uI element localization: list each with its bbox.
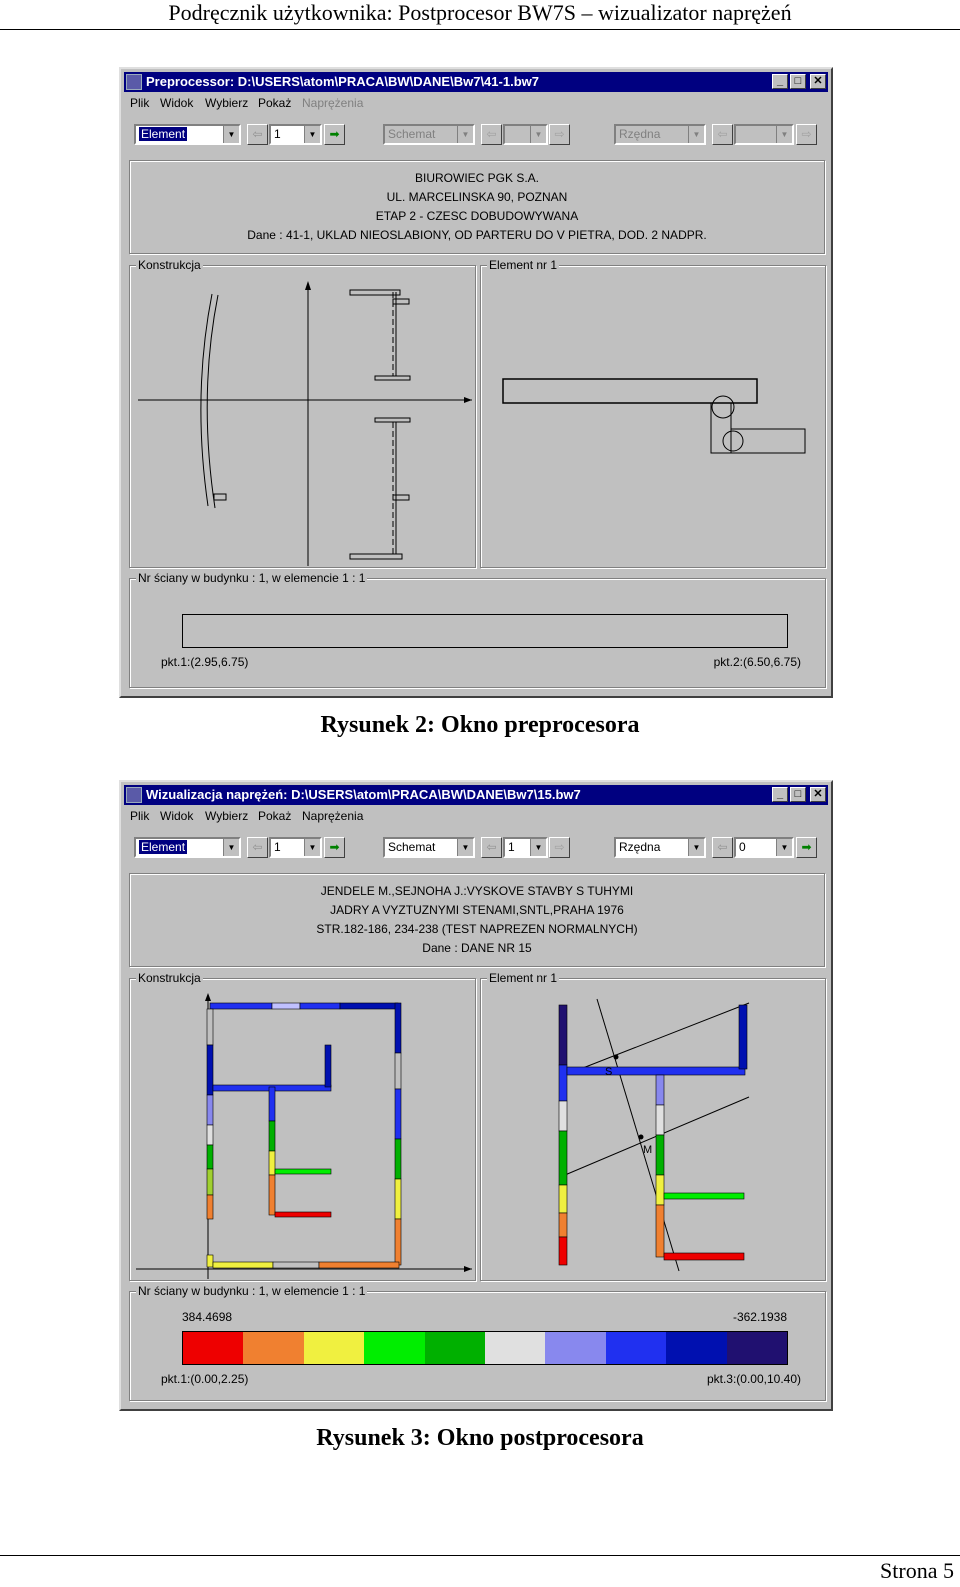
page-footer — [0, 1555, 960, 1587]
menu-pokaz[interactable]: Pokaż — [258, 809, 292, 823]
app-icon — [126, 74, 142, 90]
menu-naprezenia[interactable]: Naprężenia — [302, 96, 364, 110]
chevron-down-icon[interactable]: ▼ — [530, 126, 546, 143]
postprocessor-window — [119, 780, 833, 1411]
point-label-m: M — [643, 1144, 653, 1156]
page-header: Podręcznik użytkownika: Postprocesor BW7S – wizualizator naprężeń — [0, 0, 960, 30]
element-group — [480, 971, 826, 1281]
rzedna-select-value: Rzędna — [619, 127, 661, 141]
menu-widok[interactable]: Widok — [160, 809, 194, 823]
schemat-select-value: Schemat — [388, 840, 436, 854]
chevron-down-icon[interactable]: ▼ — [688, 839, 704, 856]
element-select[interactable] — [134, 124, 241, 145]
next-schemat-button[interactable]: ⇨ — [549, 124, 570, 145]
element-number-select[interactable] — [269, 837, 322, 858]
wall-info-label: Nr ściany w budynku : 1, w elemencie 1 : 1 — [138, 1284, 366, 1298]
next-schemat-button[interactable]: ⇨ — [549, 837, 570, 858]
menu-wybierz[interactable]: Wybierz — [205, 96, 249, 110]
maximize-button[interactable]: □ — [790, 74, 806, 89]
element-select-value: Element — [141, 127, 186, 141]
menu-bar — [124, 807, 828, 827]
prev-element-button[interactable]: ⇦ — [247, 837, 268, 858]
caption-figure-2: Rysunek 2: Okno preprocesora — [320, 712, 640, 738]
element-label: Element nr 1 — [489, 971, 558, 985]
point-3-coords: pkt.3:(0.00,10.40) — [706, 1372, 801, 1386]
toolbar — [124, 829, 828, 867]
point-1-coords: pkt.1:(2.95,6.75) — [161, 655, 249, 669]
menu-pokaz[interactable]: Pokaż — [258, 96, 292, 110]
color-swatch-3 — [304, 1332, 364, 1364]
element-number-value: 1 — [274, 840, 281, 854]
menu-bar — [124, 94, 828, 114]
info-line-4: Dane : 41-1, UKLAD NIEOSLABIONY, OD PARTERU DO V PIETRA, DOD. 2 NADPR. — [247, 228, 707, 242]
app-icon — [126, 787, 142, 803]
schemat-number-value: 1 — [508, 840, 515, 854]
minimize-button[interactable]: _ — [772, 74, 788, 89]
info-line-3: STR.182-186, 234-238 (TEST NAPREZEN NORMALNYCH) — [316, 922, 638, 936]
color-swatch-4 — [364, 1332, 424, 1364]
schemat-number-select[interactable] — [503, 124, 548, 145]
element-stress-drawing[interactable] — [481, 979, 827, 1282]
point-1-coords: pkt.1:(0.00,2.25) — [161, 1372, 249, 1386]
menu-naprezenia[interactable]: Naprężenia — [302, 809, 364, 823]
chevron-down-icon[interactable]: ▼ — [776, 126, 792, 143]
chevron-down-icon[interactable]: ▼ — [223, 126, 239, 143]
info-line-1: BIUROWIEC PGK S.A. — [414, 171, 540, 185]
wall-info-label: Nr ściany w budynku : 1, w elemencie 1 : 1 — [138, 571, 366, 585]
color-swatch-5 — [425, 1332, 485, 1364]
info-line-3: ETAP 2 - CZESC DOBUDOWYWANA — [375, 209, 579, 223]
color-swatch-10 — [727, 1332, 787, 1364]
color-swatch-1 — [183, 1332, 243, 1364]
point-label-s: S — [605, 1066, 613, 1078]
rzedna-number-select[interactable] — [734, 124, 794, 145]
konstrukcja-group — [129, 258, 476, 568]
schemat-select[interactable] — [383, 124, 475, 145]
page-number: Strona 5 — [880, 1558, 954, 1583]
rzedna-select-value: Rzędna — [619, 840, 661, 854]
stress-bar-empty — [182, 614, 788, 648]
chevron-down-icon[interactable]: ▼ — [776, 839, 792, 856]
konstrukcja-drawing[interactable] — [130, 266, 477, 569]
next-rzedna-button[interactable]: ⇨ — [796, 124, 817, 145]
wall-info-group — [129, 1284, 826, 1401]
element-label: Element nr 1 — [489, 258, 558, 272]
info-line-2: JADRY A VYZTUZNYMI STENAMI,SNTL,PRAHA 1976 — [330, 903, 624, 917]
menu-plik[interactable]: Plik — [130, 809, 150, 823]
konstrukcja-stress-drawing[interactable] — [130, 979, 477, 1282]
konstrukcja-label: Konstrukcja — [138, 258, 201, 272]
element-drawing[interactable] — [481, 266, 827, 569]
color-swatch-7 — [545, 1332, 605, 1364]
color-swatch-2 — [243, 1332, 303, 1364]
schemat-select[interactable] — [383, 837, 475, 858]
chevron-down-icon[interactable]: ▼ — [688, 126, 704, 143]
close-button[interactable]: ✕ — [810, 74, 826, 89]
element-group — [480, 258, 826, 568]
chevron-down-icon[interactable]: ▼ — [457, 126, 473, 143]
preprocessor-window — [119, 67, 833, 698]
next-element-button[interactable]: ➡ — [324, 837, 345, 858]
menu-wybierz[interactable]: Wybierz — [205, 809, 249, 823]
next-element-button[interactable]: ➡ — [324, 124, 345, 145]
info-line-2: UL. MARCELINSKA 90, POZNAN — [386, 190, 568, 204]
project-info-panel — [129, 873, 825, 967]
chevron-down-icon[interactable]: ▼ — [530, 839, 546, 856]
stress-max-value: 384.4698 — [182, 1310, 233, 1324]
prev-schemat-button[interactable]: ⇦ — [481, 837, 502, 858]
chevron-down-icon[interactable]: ▼ — [457, 839, 473, 856]
menu-plik[interactable]: Plik — [130, 96, 150, 110]
element-select-value: Element — [141, 840, 186, 854]
rzedna-select[interactable] — [614, 837, 706, 858]
caption-figure-3: Rysunek 3: Okno postprocesora — [316, 1425, 644, 1451]
next-rzedna-button[interactable]: ➡ — [796, 837, 817, 858]
window-title: Preprocessor: D:\USERS\atom\PRACA\BW\DANE\Bw7\41-1.bw7 — [146, 74, 539, 89]
window-title: Wizualizacja naprężeń: D:\USERS\atom\PRACA\BW\DANE\Bw7\15.bw7 — [146, 787, 581, 802]
konstrukcja-label: Konstrukcja — [138, 971, 201, 985]
element-select[interactable] — [134, 837, 241, 858]
minimize-button[interactable]: _ — [772, 787, 788, 802]
prev-schemat-button[interactable]: ⇦ — [481, 124, 502, 145]
color-swatch-8 — [606, 1332, 666, 1364]
rzedna-select[interactable] — [614, 124, 706, 145]
rzedna-number-value: 0 — [739, 840, 746, 854]
prev-rzedna-button[interactable]: ⇦ — [712, 837, 733, 858]
element-number-select[interactable] — [269, 124, 322, 145]
stress-color-scale — [182, 1331, 788, 1365]
prev-element-button[interactable]: ⇦ — [247, 124, 268, 145]
color-swatch-9 — [666, 1332, 726, 1364]
konstrukcja-group — [129, 971, 476, 1281]
prev-rzedna-button[interactable]: ⇦ — [712, 124, 733, 145]
info-line-1: JENDELE M.,SEJNOHA J.:VYSKOVE STAVBY S TUHYMI — [320, 884, 634, 898]
schemat-number-select[interactable] — [503, 837, 548, 858]
schemat-select-value: Schemat — [388, 127, 436, 141]
close-button[interactable]: ✕ — [810, 787, 826, 802]
project-info-panel — [129, 160, 825, 254]
info-line-4: Dane : DANE NR 15 — [422, 941, 532, 955]
wall-info-group — [129, 571, 826, 688]
title-bar[interactable] — [124, 72, 828, 92]
maximize-button[interactable]: □ — [790, 787, 806, 802]
color-swatch-6 — [485, 1332, 545, 1364]
chevron-down-icon[interactable]: ▼ — [223, 839, 239, 856]
stress-min-value: -362.1938 — [732, 1310, 787, 1324]
chevron-down-icon[interactable]: ▼ — [304, 839, 320, 856]
rzedna-number-select[interactable] — [734, 837, 794, 858]
toolbar — [124, 116, 828, 154]
point-2-coords: pkt.2:(6.50,6.75) — [713, 655, 801, 669]
menu-widok[interactable]: Widok — [160, 96, 194, 110]
title-bar[interactable] — [124, 785, 828, 805]
element-number-value: 1 — [274, 127, 281, 141]
chevron-down-icon[interactable]: ▼ — [304, 126, 320, 143]
